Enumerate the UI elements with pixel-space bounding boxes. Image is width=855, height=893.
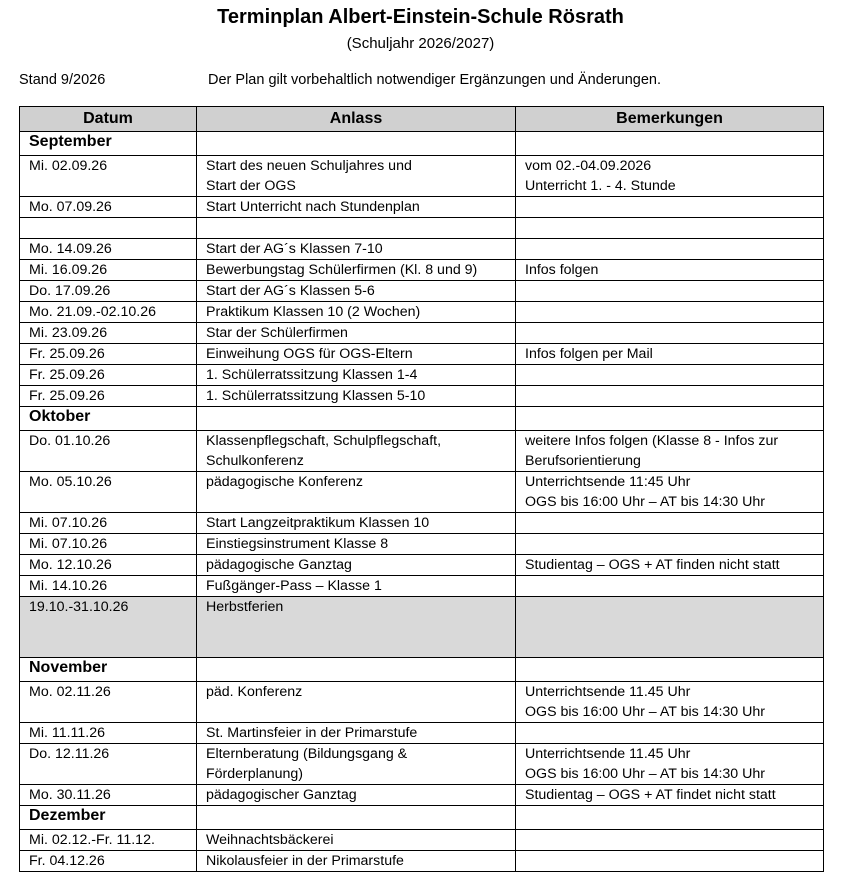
cell-bemerkung: [516, 723, 824, 744]
month-row-september: [20, 132, 824, 156]
stand-label: Stand 9/2026: [19, 72, 106, 88]
cell-bemerkung: Infos folgen per Mail: [516, 344, 824, 365]
cell-bemerkung: weitere Infos folgen (Klasse 8 - Infos zur Berufsorientierung: [516, 431, 824, 472]
cell-datum: Mi. 23.09.26: [20, 323, 197, 344]
cell-anlass: pädagogische Konferenz: [197, 472, 516, 513]
cell-anlass: Star der Schülerfirmen: [197, 323, 516, 344]
cell-bemerkung: [516, 197, 824, 218]
cell-datum: Mi. 11.11.26: [20, 723, 197, 744]
cell-bemerkung: [516, 513, 824, 534]
table-row: [20, 156, 824, 197]
table-row: [20, 682, 824, 723]
cell-anlass: St. Martinsfeier in der Primarstufe: [197, 723, 516, 744]
table-row: [20, 239, 824, 260]
cell-anlass: Start des neuen Schuljahres und Start der OGS: [197, 156, 516, 197]
cell-anlass: Einstiegsinstrument Klasse 8: [197, 534, 516, 555]
cell-anlass: Start der AG´s Klassen 5-6: [197, 281, 516, 302]
cell-datum: Mi. 02.12.-Fr. 11.12.: [20, 830, 197, 851]
cell-datum: Mo. 21.09.-02.10.26: [20, 302, 197, 323]
table-row: [20, 260, 824, 281]
table-header-row: [20, 107, 824, 132]
cell-datum: Fr. 04.12.26: [20, 851, 197, 872]
cell-bemerkung: [516, 830, 824, 851]
table-row: [20, 555, 824, 576]
table-row: [20, 323, 824, 344]
cell-datum: Do. 01.10.26: [20, 431, 197, 472]
cell-bemerkung: [516, 281, 824, 302]
column-header-bemerkungen: Bemerkungen: [516, 107, 824, 132]
cell-datum: Mo. 07.09.26: [20, 197, 197, 218]
month-label: November: [20, 658, 197, 682]
table-row: [20, 302, 824, 323]
column-header-anlass: Anlass: [197, 107, 516, 132]
table-row: [20, 365, 824, 386]
table-row: [20, 386, 824, 407]
cell-datum: Fr. 25.09.26: [20, 344, 197, 365]
cell-anlass: Herbstferien: [197, 597, 516, 658]
table-row: [20, 344, 824, 365]
cell-bemerkung: [516, 239, 824, 260]
table-row: [20, 576, 824, 597]
cell-bemerkung: Unterrichtsende 11.45 Uhr OGS bis 16:00 Uhr – AT bis 14:30 Uhr: [516, 682, 824, 723]
table-row: [20, 723, 824, 744]
cell-datum: Do. 12.11.26: [20, 744, 197, 785]
cell-bemerkung: [516, 386, 824, 407]
cell-anlass: Start der AG´s Klassen 7-10: [197, 239, 516, 260]
cell-bemerkung: [516, 365, 824, 386]
cell-datum: Mi. 14.10.26: [20, 576, 197, 597]
table-row: [20, 534, 824, 555]
table-row: [20, 281, 824, 302]
cell-bemerkung: Infos folgen: [516, 260, 824, 281]
cell-bemerkung: [516, 323, 824, 344]
cell-datum: 19.10.-31.10.26: [20, 597, 197, 658]
cell-datum: Mo. 05.10.26: [20, 472, 197, 513]
cell-bemerkung: [516, 597, 824, 658]
cell-bemerkung: [516, 576, 824, 597]
table-row: [20, 785, 824, 806]
cell-datum: Mo. 14.09.26: [20, 239, 197, 260]
cell-bemerkung: Studientag – OGS + AT finden nicht statt: [516, 555, 824, 576]
month-row-oktober: [20, 407, 824, 431]
month-label: September: [20, 132, 197, 156]
cell-bemerkung: Unterrichtsende 11:45 Uhr OGS bis 16:00 Uhr – AT bis 14:30 Uhr: [516, 472, 824, 513]
cell-datum: Fr. 25.09.26: [20, 386, 197, 407]
month-label: Dezember: [20, 806, 197, 830]
table-row: [20, 830, 824, 851]
cell-bemerkung: [516, 302, 824, 323]
table-row: [20, 744, 824, 785]
schedule-table: [19, 106, 824, 872]
month-row-dezember: [20, 806, 824, 830]
cell-datum: Mi. 16.09.26: [20, 260, 197, 281]
column-header-datum: Datum: [20, 107, 197, 132]
table-row: [20, 851, 824, 872]
cell-bemerkung: [516, 534, 824, 555]
table-row: [20, 472, 824, 513]
cell-datum: Mi. 02.09.26: [20, 156, 197, 197]
cell-bemerkung: [516, 851, 824, 872]
cell-anlass: Start Langzeitpraktikum Klassen 10: [197, 513, 516, 534]
disclaimer-note: Der Plan gilt vorbehaltlich notwendiger Ergänzungen und Änderungen.: [208, 72, 662, 88]
cell-anlass: Einweihung OGS für OGS-Eltern: [197, 344, 516, 365]
page-subtitle: (Schuljahr 2026/2027): [346, 35, 495, 52]
cell-bemerkung: Unterrichtsende 11.45 Uhr OGS bis 16:00 Uhr – AT bis 14:30 Uhr: [516, 744, 824, 785]
cell-anlass: Weihnachtsbäckerei: [197, 830, 516, 851]
cell-datum: Mo. 02.11.26: [20, 682, 197, 723]
holiday-row: [20, 597, 824, 658]
page-title: Terminplan Albert-Einstein-Schule Rösrath: [217, 6, 624, 28]
cell-anlass: Praktikum Klassen 10 (2 Wochen): [197, 302, 516, 323]
cell-datum: Fr. 25.09.26: [20, 365, 197, 386]
cell-bemerkung: Studientag – OGS + AT findet nicht statt: [516, 785, 824, 806]
cell-datum: Mi. 07.10.26: [20, 534, 197, 555]
cell-datum: Mi. 07.10.26: [20, 513, 197, 534]
cell-anlass: 1. Schülerratssitzung Klassen 1-4: [197, 365, 516, 386]
table-row: [20, 431, 824, 472]
empty-row: [20, 218, 824, 239]
cell-anlass: 1. Schülerratssitzung Klassen 5-10: [197, 386, 516, 407]
cell-anlass: Klassenpflegschaft, Schulpflegschaft, Schulkonferenz: [197, 431, 516, 472]
month-row-november: [20, 658, 824, 682]
cell-datum: Do. 17.09.26: [20, 281, 197, 302]
cell-anlass: Fußgänger-Pass – Klasse 1: [197, 576, 516, 597]
cell-anlass: Start Unterricht nach Stundenplan: [197, 197, 516, 218]
cell-anlass: Bewerbungstag Schülerfirmen (Kl. 8 und 9): [197, 260, 516, 281]
cell-anlass: pädagogische Ganztag: [197, 555, 516, 576]
cell-datum: Mo. 12.10.26: [20, 555, 197, 576]
month-label: Oktober: [20, 407, 197, 431]
table-row: [20, 513, 824, 534]
cell-anlass: Elternberatung (Bildungsgang & Förderplanung): [197, 744, 516, 785]
cell-bemerkung: vom 02.-04.09.2026 Unterricht 1. - 4. Stunde: [516, 156, 824, 197]
cell-datum: Mo. 30.11.26: [20, 785, 197, 806]
table-row: [20, 197, 824, 218]
cell-anlass: päd. Konferenz: [197, 682, 516, 723]
cell-anlass: pädagogischer Ganztag: [197, 785, 516, 806]
cell-anlass: Nikolausfeier in der Primarstufe: [197, 851, 516, 872]
